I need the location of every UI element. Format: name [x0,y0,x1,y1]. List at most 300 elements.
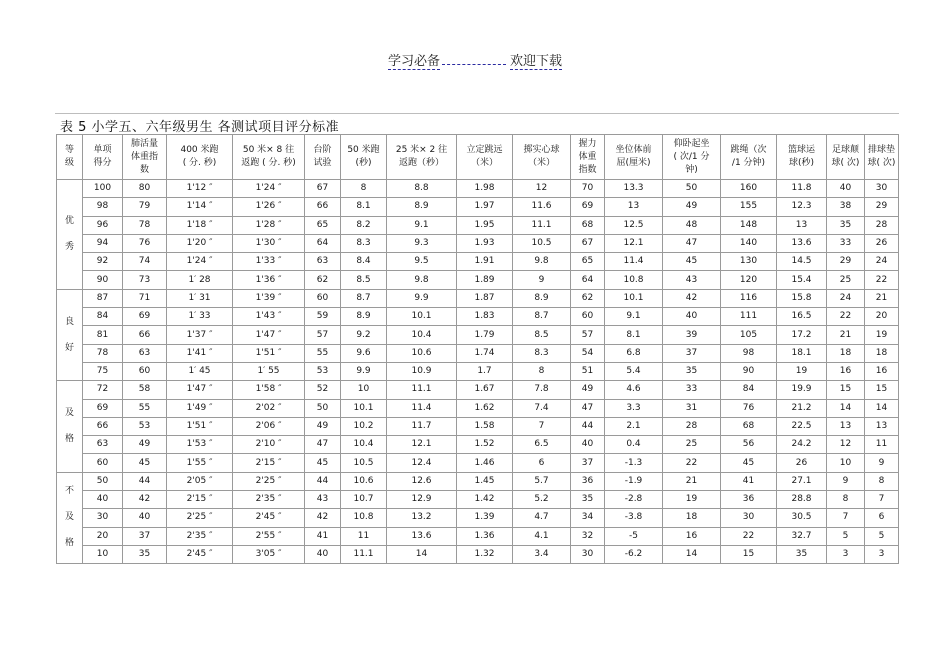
table-cell: 2'06 ″ [233,417,305,435]
table-cell: 16 [663,527,721,545]
table-row [57,216,899,234]
table-cell: 11.1 [341,545,387,563]
table-cell: 1'47 ″ [233,326,305,344]
table-cell: 14 [663,545,721,563]
table-cell: 35 [663,362,721,380]
table-cell: 1.7 [457,362,513,380]
table-cell: 22 [865,271,899,289]
table-cell: 7 [827,509,865,527]
table-cell: 40 [827,180,865,198]
table-cell: 13.2 [387,509,457,527]
table-cell: 45 [721,454,777,472]
table-cell: 8.1 [605,326,663,344]
table-cell: 74 [123,253,167,271]
table-cell: 6.8 [605,344,663,362]
table-cell: 72 [83,381,123,399]
table-row [57,472,899,490]
table-cell: 60 [571,308,605,326]
table-cell: 15 [827,381,865,399]
table-cell: 81 [83,326,123,344]
table-cell: 2'10 ″ [233,436,305,454]
table-cell: 38 [827,198,865,216]
table-cell: 62 [571,289,605,307]
table-cell: 43 [663,271,721,289]
column-header: 仰卧起坐 ( 次/1 分 钟) [663,135,721,180]
table-cell: 30 [83,509,123,527]
table-cell: 140 [721,234,777,252]
table-cell: 12.1 [387,436,457,454]
table-row [57,308,899,326]
table-cell: 90 [83,271,123,289]
table-cell: 10.6 [341,472,387,490]
table-cell: 30 [571,545,605,563]
table-cell: 59 [305,308,341,326]
table-cell: 2'05 ″ [167,472,233,490]
table-cell: 80 [123,180,167,198]
table-cell: 36 [721,491,777,509]
table-cell: 4.7 [513,509,571,527]
column-header: 50 米× 8 往 返跑 ( 分. 秒) [233,135,305,180]
table-cell: 9 [827,472,865,490]
table-cell: 2'02 ″ [233,399,305,417]
table-cell: 10.9 [387,362,457,380]
table-cell: 64 [305,234,341,252]
table-cell: 98 [83,198,123,216]
table-cell: 35 [777,545,827,563]
table-cell: 35 [571,491,605,509]
table-cell: 10.7 [341,491,387,509]
table-cell: 31 [663,399,721,417]
table-row [57,326,899,344]
table-cell: 13 [865,417,899,435]
table-cell: 33 [663,381,721,399]
table-cell: -5 [605,527,663,545]
table-cell: 24.2 [777,436,827,454]
table-cell: 16 [827,362,865,380]
table-cell: 1'51 ″ [167,417,233,435]
table-cell: 1'24 ″ [233,180,305,198]
table-cell: 2'25 ″ [233,472,305,490]
table-cell: 40 [305,545,341,563]
table-cell: 1.52 [457,436,513,454]
table-cell: 87 [83,289,123,307]
table-cell: 66 [305,198,341,216]
table-cell: 47 [571,399,605,417]
table-cell: 1'18 ″ [167,216,233,234]
table-row [57,381,899,399]
table-cell: 1.46 [457,454,513,472]
table-cell: 53 [123,417,167,435]
table-cell: 24 [827,289,865,307]
column-header: 肺活量 体重指 数 [123,135,167,180]
table-cell: 19 [777,362,827,380]
table-cell: 24 [865,253,899,271]
table-cell: 84 [721,381,777,399]
table-cell: 148 [721,216,777,234]
table-cell: 8.9 [387,198,457,216]
column-header: 跳绳（次 /1 分钟) [721,135,777,180]
table-cell: 26 [777,454,827,472]
table-cell: 69 [123,308,167,326]
table-cell: 11.8 [777,180,827,198]
table-cell: 9.1 [605,308,663,326]
column-header: 400 米跑 ( 分. 秒) [167,135,233,180]
table-cell: 96 [83,216,123,234]
table-cell: 47 [663,234,721,252]
table-cell: 1.62 [457,399,513,417]
table-cell: 78 [123,216,167,234]
table-cell: 64 [571,271,605,289]
table-cell: 9.5 [387,253,457,271]
table-cell: 8.4 [341,253,387,271]
table-cell: 28.8 [777,491,827,509]
table-row [57,545,899,563]
table-cell: 1.74 [457,344,513,362]
table-cell: 19.9 [777,381,827,399]
column-header: 等 级 [57,135,83,180]
table-cell: 21 [663,472,721,490]
table-cell: 57 [571,326,605,344]
table-cell: 28 [865,216,899,234]
table-cell: 1'55 ″ [167,454,233,472]
table-cell: 7.4 [513,399,571,417]
table-cell: 42 [123,491,167,509]
table-cell: 60 [305,289,341,307]
table-cell: 2'45 ″ [167,545,233,563]
table-cell: 1.32 [457,545,513,563]
table-cell: 8 [513,362,571,380]
table-row [57,180,899,198]
table-cell: 65 [571,253,605,271]
table-cell: 63 [305,253,341,271]
table-cell: 116 [721,289,777,307]
table-cell: -1.3 [605,454,663,472]
table-cell: 9.2 [341,326,387,344]
table-cell: 16.5 [777,308,827,326]
table-cell: 8.9 [513,289,571,307]
table-cell: 17.2 [777,326,827,344]
column-header: 篮球运 球(秒) [777,135,827,180]
table-cell: 79 [123,198,167,216]
table-cell: 68 [571,216,605,234]
table-cell: 1'41 ″ [167,344,233,362]
table-cell: 13 [777,216,827,234]
table-cell: 1′ 55 [233,362,305,380]
table-cell: 1.91 [457,253,513,271]
table-caption: 表 5 小学五、六年级男生 各测试项目评分标准 [60,120,340,135]
table-cell: 15 [721,545,777,563]
table-cell: 1'47 ″ [167,381,233,399]
table-cell: 8.5 [513,326,571,344]
table-cell: 44 [305,472,341,490]
table-cell: 10 [341,381,387,399]
table-cell: 8 [865,472,899,490]
table-row [57,234,899,252]
table-cell: 52 [305,381,341,399]
table-cell: 1.58 [457,417,513,435]
table-cell: 6 [513,454,571,472]
table-cell: 69 [571,198,605,216]
table-cell: 47 [305,436,341,454]
table-header-row [57,135,899,180]
table-cell: 4.1 [513,527,571,545]
table-cell: 5.7 [513,472,571,490]
table-cell: 130 [721,253,777,271]
table-cell: 9 [865,454,899,472]
table-cell: 1′ 33 [167,308,233,326]
table-cell: 1.39 [457,509,513,527]
table-cell: 1.98 [457,180,513,198]
table-row [57,509,899,527]
table-cell: 1'53 ″ [167,436,233,454]
table-cell: 1.36 [457,527,513,545]
table-cell: 5.4 [605,362,663,380]
table-cell: 10.1 [605,289,663,307]
table-cell: 2'45 ″ [233,509,305,527]
table-cell: 56 [721,436,777,454]
table-cell: 49 [123,436,167,454]
table-cell: 71 [123,289,167,307]
table-cell: 43 [305,491,341,509]
table-row [57,271,899,289]
table-cell: 1.97 [457,198,513,216]
table-cell: 20 [865,308,899,326]
table-cell: 73 [123,271,167,289]
column-header: 50 米跑 (秒) [341,135,387,180]
table-cell: 12.3 [777,198,827,216]
table-cell: 15.4 [777,271,827,289]
table-cell: 8.7 [513,308,571,326]
header-right-text: 欢迎下载 [510,54,563,69]
table-cell: 49 [305,417,341,435]
table-cell: 1'12 ″ [167,180,233,198]
table-cell: 155 [721,198,777,216]
table-cell: 14 [387,545,457,563]
table-row [57,344,899,362]
table-cell: 48 [663,216,721,234]
table-cell: 22.5 [777,417,827,435]
table-cell: 1′ 45 [167,362,233,380]
table-cell: 9 [513,271,571,289]
table-cell: 37 [123,527,167,545]
column-header: 台阶 试验 [305,135,341,180]
table-cell: 29 [865,198,899,216]
table-cell: 11 [865,436,899,454]
table-cell: 55 [123,399,167,417]
table-cell: 49 [663,198,721,216]
table-cell: 12.5 [605,216,663,234]
table-cell: 34 [571,509,605,527]
table-cell: 1'43 ″ [233,308,305,326]
column-header: 25 米× 2 往 返跑（秒） [387,135,457,180]
table-cell: 1'14 ″ [167,198,233,216]
table-cell: 30 [721,509,777,527]
table-cell: 90 [721,362,777,380]
table-cell: 62 [305,271,341,289]
table-cell: 8.3 [513,344,571,362]
table-cell: 7.8 [513,381,571,399]
table-cell: 26 [865,234,899,252]
table-cell: 57 [305,326,341,344]
table-cell: 13.6 [387,527,457,545]
table-cell: 50 [305,399,341,417]
table-cell: 60 [83,454,123,472]
table-cell: -3.8 [605,509,663,527]
table-cell: 20 [83,527,123,545]
table-cell: 35 [123,545,167,563]
table-cell: 76 [721,399,777,417]
caption-top-rule [55,113,899,114]
table-cell: 37 [571,454,605,472]
table-cell: 3 [865,545,899,563]
table-cell: 8.8 [387,180,457,198]
table-cell: 12 [513,180,571,198]
table-cell: 50 [83,472,123,490]
table-cell: 40 [663,308,721,326]
table-cell: 2'55 ″ [233,527,305,545]
table-cell: 100 [83,180,123,198]
table-cell: 8.7 [341,289,387,307]
table-cell: 22 [827,308,865,326]
table-cell: 1′ 28 [167,271,233,289]
table-row [57,399,899,417]
table-cell: -2.8 [605,491,663,509]
table-cell: 41 [305,527,341,545]
table-cell: 11.1 [513,216,571,234]
table-cell: 12.1 [605,234,663,252]
table-cell: 1'58 ″ [233,381,305,399]
table-cell: 32.7 [777,527,827,545]
table-cell: 6.5 [513,436,571,454]
table-cell: 37 [663,344,721,362]
table-cell: 12.6 [387,472,457,490]
table-row [57,198,899,216]
table-cell: 18 [663,509,721,527]
table-cell: 50 [663,180,721,198]
table-cell: 3'05 ″ [233,545,305,563]
table-cell: 10.6 [387,344,457,362]
table-cell: 40 [123,509,167,527]
table-cell: 9.9 [387,289,457,307]
table-cell: 10.5 [341,454,387,472]
table-cell: 11.7 [387,417,457,435]
table-cell: 105 [721,326,777,344]
table-cell: 30.5 [777,509,827,527]
grade-label: 及 格 [57,381,83,472]
table-cell: 10.4 [387,326,457,344]
table-cell: 9.6 [341,344,387,362]
table-cell: 41 [721,472,777,490]
table-cell: 10 [83,545,123,563]
table-cell: 11.6 [513,198,571,216]
table-row [57,454,899,472]
table-cell: 18.1 [777,344,827,362]
table-cell: 21 [865,289,899,307]
header-left-text: 学习必备 [387,54,440,69]
table-cell: 67 [305,180,341,198]
table-cell: 19 [663,491,721,509]
table-cell: 45 [123,454,167,472]
table-cell: 40 [571,436,605,454]
table-cell: 6 [865,509,899,527]
table-cell: 42 [663,289,721,307]
table-cell: 1'33 ″ [233,253,305,271]
table-cell: 13 [827,417,865,435]
column-header: 排球垫 球( 次) [865,135,899,180]
table-cell: 78 [83,344,123,362]
table-cell: 10.8 [341,509,387,527]
table-cell: 8.9 [341,308,387,326]
table-cell: 94 [83,234,123,252]
table-cell: 19 [865,326,899,344]
table-cell: 21.2 [777,399,827,417]
table-cell: 1.67 [457,381,513,399]
table-cell: 44 [123,472,167,490]
table-cell: 1.93 [457,234,513,252]
table-cell: 9.3 [387,234,457,252]
table-cell: 25 [663,436,721,454]
table-cell: 27.1 [777,472,827,490]
table-cell: 3 [827,545,865,563]
column-header: 足球颠 球( 次) [827,135,865,180]
table-cell: 16 [865,362,899,380]
table-cell: 1'49 ″ [167,399,233,417]
table-cell: 63 [83,436,123,454]
table-cell: 5 [827,527,865,545]
table-cell: 18 [827,344,865,362]
table-row [57,362,899,380]
table-row [57,527,899,545]
table-cell: 10.1 [387,308,457,326]
table-cell: 98 [721,344,777,362]
table-cell: 1'36 ″ [233,271,305,289]
table-cell: 7 [513,417,571,435]
scoring-standard-table [56,134,899,564]
table-cell: 120 [721,271,777,289]
grade-label: 优 秀 [57,180,83,290]
table-cell: 45 [663,253,721,271]
table-cell: 84 [83,308,123,326]
table-cell: 70 [571,180,605,198]
table-cell: 12.9 [387,491,457,509]
table-cell: 92 [83,253,123,271]
table-row [57,253,899,271]
table-cell: 1.79 [457,326,513,344]
table-cell: 39 [663,326,721,344]
table-cell: 1'51 ″ [233,344,305,362]
table-cell: 44 [571,417,605,435]
table-cell: 58 [123,381,167,399]
table-cell: 76 [123,234,167,252]
table-cell: 10.4 [341,436,387,454]
table-cell: 22 [663,454,721,472]
table-cell: 67 [571,234,605,252]
table-cell: 8.1 [341,198,387,216]
table-cell: 35 [827,216,865,234]
table-cell: 14 [865,399,899,417]
table-cell: 1.87 [457,289,513,307]
column-header: 握力 体重 指数 [571,135,605,180]
table-cell: 5.2 [513,491,571,509]
table-cell: 15.8 [777,289,827,307]
header-underline-gap [442,54,506,65]
table-cell: 13 [605,198,663,216]
table-cell: 2'25 ″ [167,509,233,527]
column-header: 坐位体前 屈(厘米) [605,135,663,180]
table-cell: 54 [571,344,605,362]
table-cell: 13.6 [777,234,827,252]
table-cell: 1'24 ″ [167,253,233,271]
